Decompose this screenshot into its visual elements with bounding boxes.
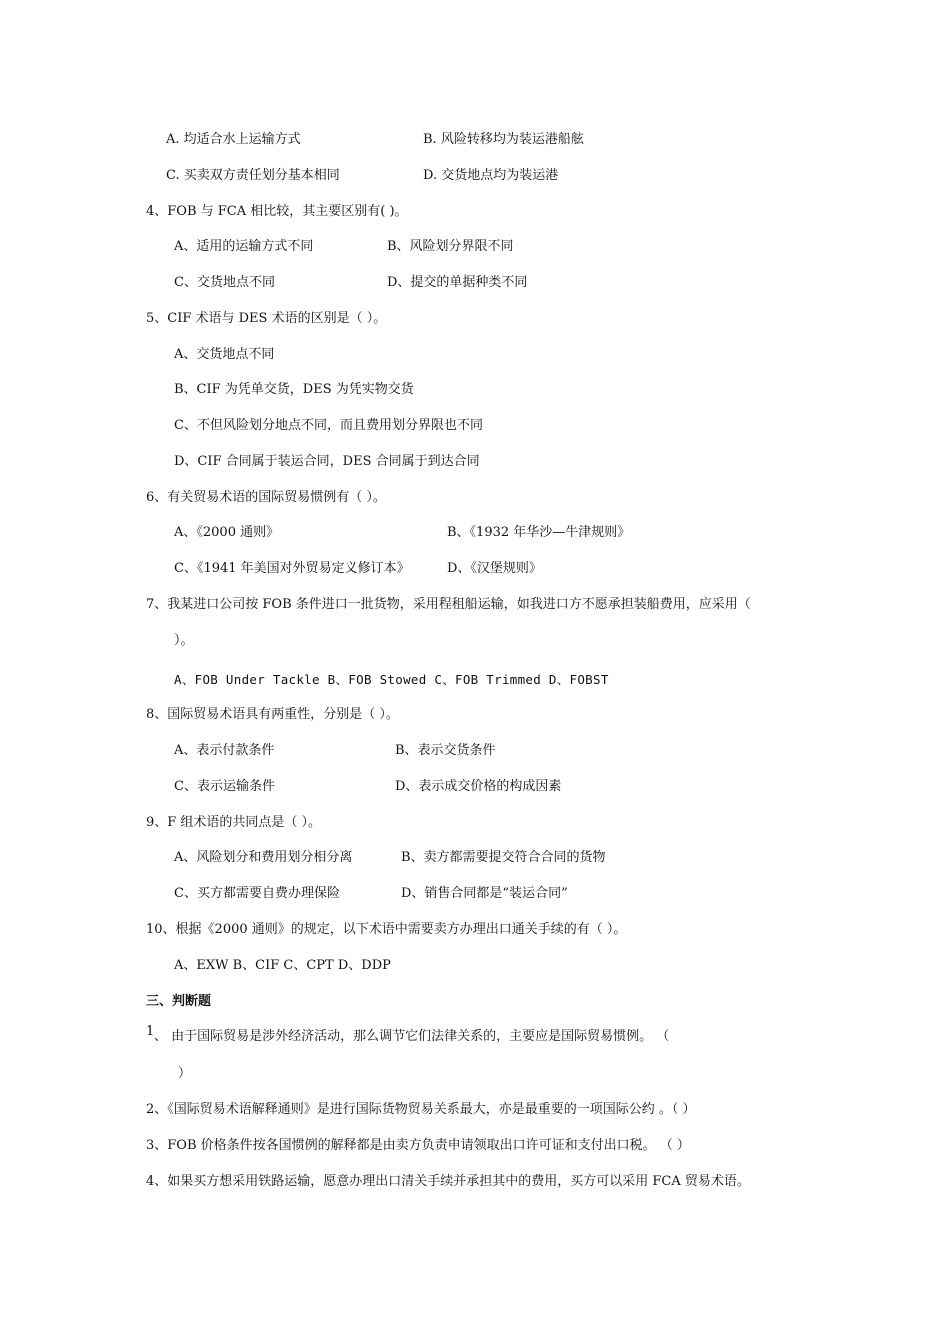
q10-stem: 10、根据《2000 通则》的规定，以下术语中需要卖方办理出口通关手续的有（ ）。 <box>146 922 627 937</box>
q8-option-d: D、表示成交价格的构成因素 <box>395 779 562 794</box>
q4-option-a: A、适用的运输方式不同 <box>174 239 314 254</box>
q4-option-c: C、交货地点不同 <box>174 275 275 290</box>
q4-stem: 4、FOB 与 FCA 相比较，其主要区别有( )。 <box>146 204 408 219</box>
tf-item-1-continuation: ） <box>178 1066 192 1081</box>
tf-item-2: 2、《国际贸易术语解释通则》是进行国际货物贸易关系最大，亦是最重要的一项国际公约 。（ ） <box>146 1102 696 1117</box>
q6-option-d: D、《汉堡规则》 <box>447 561 542 576</box>
q3-option-a: A. 均适合水上运输方式 <box>166 132 301 147</box>
q8-stem: 8、国际贸易术语具有两重性，分别是（ ）。 <box>146 707 399 722</box>
q5-option-a: A、交货地点不同 <box>174 347 275 362</box>
q6-option-a: A、《2000 通则》 <box>174 525 280 540</box>
tf-item-1-number: 1 <box>146 1024 155 1039</box>
q9-option-d: D、销售合同都是“装运合同” <box>401 886 568 901</box>
q8-option-b: B、表示交货条件 <box>395 743 496 758</box>
q7-options: A、FOB Under Tackle B、FOB Stowed C、FOB Trimmed D、FOBST <box>174 672 609 687</box>
q9-option-a: A、风险划分和费用划分相分离 <box>174 850 353 865</box>
q3-option-d: D. 交货地点均为装运港 <box>423 168 559 183</box>
q5-option-d: D、CIF 合同属于装运合同，DES 合同属于到达合同 <box>174 454 480 469</box>
q9-option-b: B、卖方都需要提交符合合同的货物 <box>401 850 606 865</box>
q3-option-c: C. 买卖双方责任划分基本相同 <box>166 168 340 183</box>
tf-item-4: 4、如果买方想采用铁路运输，愿意办理出口清关手续并承担其中的费用，买方可以采用 FCA 贸易术语。 <box>146 1174 750 1189</box>
q5-option-b: B、CIF 为凭单交货，DES 为凭实物交货 <box>174 382 414 397</box>
q4-option-d: D、提交的单据种类不同 <box>387 275 528 290</box>
q7-stem-continuation: ）。 <box>174 633 194 648</box>
tf-item-3: 3、FOB 价格条件按各国惯例的解释都是由卖方负责申请领取出口许可证和支付出口税。 （ ） <box>146 1138 690 1153</box>
q8-option-c: C、表示运输条件 <box>174 779 275 794</box>
q4-option-b: B、风险划分界限不同 <box>387 239 514 254</box>
q6-option-b: B、《1932 年华沙—牛津规则》 <box>447 525 631 540</box>
q5-stem: 5、CIF 术语与 DES 术语的区别是（ ）。 <box>146 311 387 326</box>
q7-stem: 7、我某进口公司按 FOB 条件进口一批货物，采用程租船运输，如我进口方不愿承担装船费用，应采用（ <box>146 597 751 612</box>
q10-options: A、EXW B、CIF C、CPT D、DDP <box>174 958 391 973</box>
tf-item-1: 、 由于国际贸易是涉外经济活动，那么调节它们法律关系的，主要应是国际贸易惯例。 （ <box>154 1029 670 1044</box>
q3-option-b: B. 风险转移均为装运港船舷 <box>423 132 584 147</box>
q6-option-c: C、《1941 年美国对外贸易定义修订本》 <box>174 561 410 576</box>
q5-option-c: C、不但风险划分地点不同，而且费用划分界限也不同 <box>174 418 483 433</box>
q9-option-c: C、买方都需要自费办理保险 <box>174 886 340 901</box>
section-heading: 三、判断题 <box>146 994 212 1009</box>
q6-stem: 6、有关贸易术语的国际贸易惯例有（ ）。 <box>146 490 386 505</box>
q8-option-a: A、表示付款条件 <box>174 743 275 758</box>
q9-stem: 9、F 组术语的共同点是（ ）。 <box>146 815 322 830</box>
